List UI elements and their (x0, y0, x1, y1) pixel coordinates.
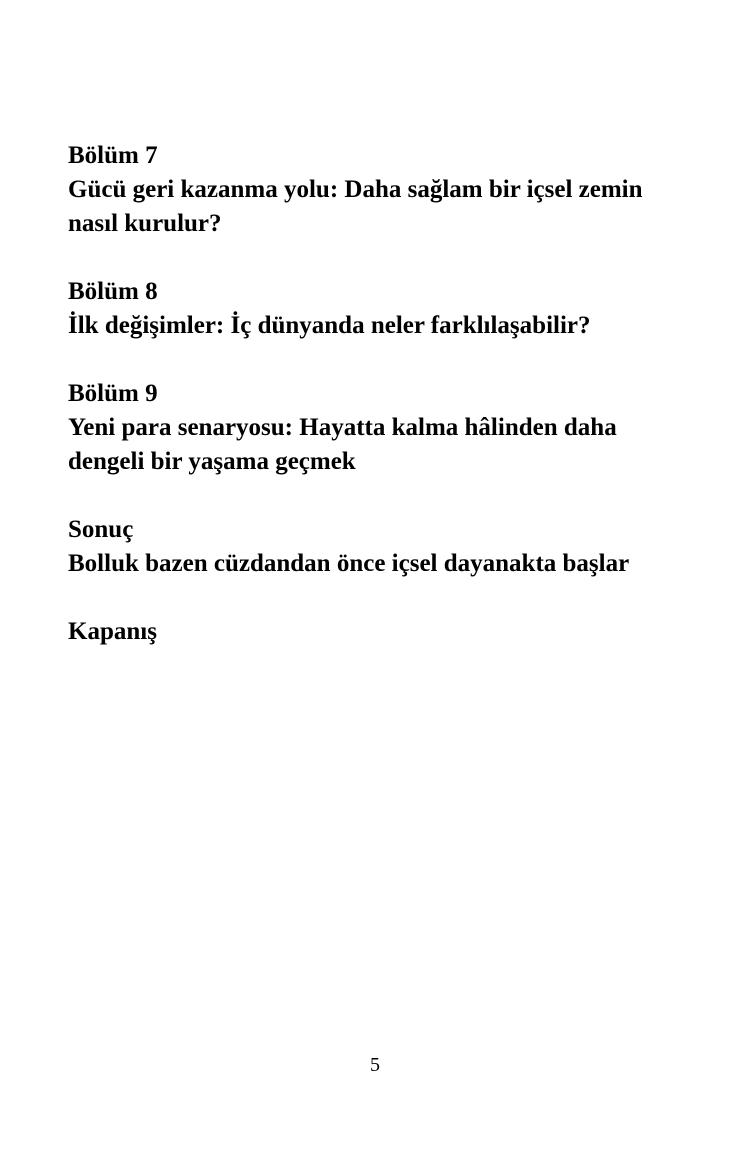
toc-entry-sonuc (68, 513, 698, 581)
entry-label: Kapanış (68, 618, 157, 645)
table-of-contents (68, 139, 698, 683)
entry-title: Yeni para senaryosu: Hayatta kalma hâlinden daha dengeli bir yaşama geçmek (68, 414, 617, 475)
entry-label: Bölüm 7 (68, 142, 158, 169)
entry-label: Bölüm 8 (68, 278, 158, 305)
entry-title: İlk değişimler: İç dünyanda neler farklılaşabilir? (68, 312, 591, 339)
entry-label: Bölüm 9 (68, 380, 158, 407)
toc-entry-kapanis (68, 615, 698, 649)
toc-entry-bolum-9 (68, 377, 698, 479)
entry-label: Sonuç (68, 516, 134, 543)
page-number: 5 (370, 1054, 380, 1076)
entry-title: Gücü geri kazanma yolu: Daha sağlam bir içsel zemin nasıl kurulur? (68, 176, 643, 237)
toc-entry-bolum-8 (68, 275, 698, 343)
entry-title: Bolluk bazen cüzdandan önce içsel dayanakta başlar (68, 550, 630, 577)
toc-entry-bolum-7 (68, 139, 698, 241)
